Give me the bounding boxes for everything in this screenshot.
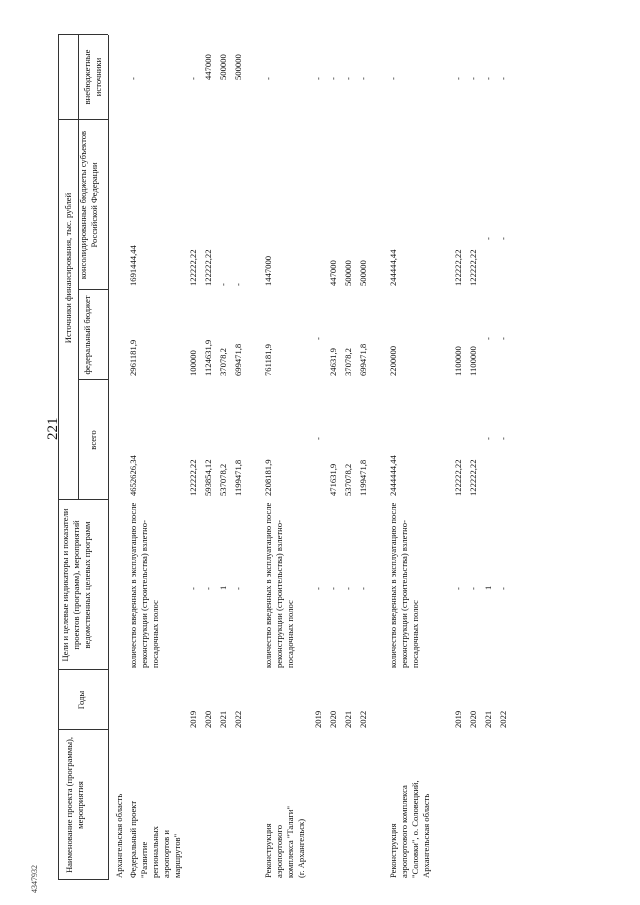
row-indicator: - [313,587,323,590]
col-divider [78,289,108,290]
row-regional: 122222,22 [453,249,463,286]
block-indicator: количество введенных в эксплуатацию после реконструкции (строительства) взлетно-посадочных полос [388,502,420,668]
row-regional: - [233,283,243,286]
row-extra: - [358,77,368,80]
row-extra: 500000 [233,54,243,80]
summary-extra: - [263,77,273,80]
header-years: Годы [76,690,86,710]
summary-extra: - [128,77,138,80]
row-extra: 447000 [203,54,213,80]
row-year: 2021 [483,710,493,728]
row-total: 537078,2 [343,463,353,496]
row-year: 2019 [313,710,323,728]
block-name: Реконструкция аэропортового комплекса "Талаги" (г. Архангельск) [263,805,306,878]
row-federal: 100000 [188,350,198,376]
row-year: 2022 [233,710,243,728]
row-total: 122222,22 [453,459,463,496]
row-extra: 500000 [218,54,228,80]
row-federal: 1100000 [453,346,463,376]
block-indicator: количество введенных в эксплуатацию после реконструкции (строительства) взлетно-посадочных полос [263,502,295,668]
table-left-border [58,879,108,880]
row-extra: - [188,77,198,80]
summary-regional: 1447000 [263,255,273,286]
summary-federal: 2200000 [388,345,398,376]
row-indicator: - [498,587,508,590]
summary-federal: 2961181,9 [128,339,138,376]
summary-regional: 1691444,44 [128,245,138,286]
table-right-border [58,34,108,35]
header-goals: Цели и целевые индикаторы и показатели проектов (программ), мероприятий ведомственных целевых программ [60,508,92,662]
row-federal: 37078,2 [218,348,228,376]
header-regional: консолидированные бюджеты субъектов Российской Федерации [78,130,99,280]
row-year: 2019 [453,710,463,728]
row-total: 1199471,8 [358,459,368,496]
row-year: 2022 [358,710,368,728]
row-total: - [313,437,323,440]
block-name: Федеральный проект "Развитие региональных аэропортов и маршрутов" [128,800,182,878]
table-top-border [58,35,59,880]
row-indicator: - [203,587,213,590]
row-year: 2019 [188,710,198,728]
col-divider [58,499,108,500]
summary-regional: 244444,44 [388,249,398,286]
row-federal: - [313,337,323,340]
col-divider [78,379,108,380]
summary-total: 2444444,44 [388,455,398,496]
row-total: - [483,437,493,440]
row-year: 2021 [343,710,353,728]
row-indicator: - [358,587,368,590]
row-total: 593854,12 [203,459,213,496]
row-indicator: - [343,587,353,590]
row-extra: - [328,77,338,80]
header-name: Наименование проекта (программы), мероприятия [64,736,85,874]
region-label: Архангельская область [114,793,124,878]
row-total: 471631,9 [328,463,338,496]
row-regional: 122222,22 [188,249,198,286]
col-divider [58,669,108,670]
row-federal: 699471,8 [358,343,368,376]
row-indicator: - [468,587,478,590]
row-federal: 37078,2 [343,348,353,376]
row-indicator: - [188,587,198,590]
header-total: всего [88,430,98,450]
row-total: 537078,2 [218,463,228,496]
row-extra: - [468,77,478,80]
document-id: 4347932 [30,865,39,893]
row-indicator: - [328,587,338,590]
row-regional: 447000 [328,260,338,286]
row-regional: - [218,283,228,286]
row-total: 122222,22 [468,459,478,496]
header-sources-group: Источники финансирования, тыс. рублей [63,192,73,344]
row-extra: - [498,77,508,80]
header-bottom-border [108,35,109,880]
row-regional: 122222,22 [468,249,478,286]
row-indicator: - [453,587,463,590]
header-federal: федеральный бюджет [82,295,92,375]
row-federal: 24631,9 [328,348,338,376]
row-indicator: - [233,587,243,590]
header-extra: внебюджетные источники [82,49,103,105]
summary-federal: 761181,9 [263,344,273,376]
row-regional: - [498,237,508,240]
row-indicator: 1 [218,585,228,590]
row-regional: 500000 [343,260,353,286]
row-year: 2020 [203,710,213,728]
row-regional: - [483,237,493,240]
financing-table [58,35,628,880]
row-federal: - [483,337,493,340]
row-total: 122222,22 [188,459,198,496]
row-extra: - [483,77,493,80]
row-extra: - [453,77,463,80]
row-year: 2022 [498,710,508,728]
col-divider [58,729,108,730]
row-regional: 122222,22 [203,249,213,286]
row-federal: 1124631,9 [203,339,213,376]
page-number: 221 [45,417,61,440]
block-indicator: количество введенных в эксплуатацию после реконструкции (строительства) взлетно-посадочных полос [128,502,160,668]
summary-extra: - [388,77,398,80]
row-federal: 699471,8 [233,343,243,376]
summary-total: 4652626,34 [128,455,138,496]
row-indicator: 1 [483,585,493,590]
block-name: Реконструкция аэропортового комплекса "Соловки", о. Соловецкий, Архангельская область [388,780,431,878]
summary-total: 2208181,9 [263,459,273,496]
row-regional: 500000 [358,260,368,286]
row-federal: - [498,337,508,340]
row-year: 2020 [468,710,478,728]
row-federal: 1100000 [468,346,478,376]
row-total: - [498,437,508,440]
row-year: 2020 [328,710,338,728]
row-year: 2021 [218,710,228,728]
row-total: 1199471,8 [233,459,243,496]
row-extra: - [343,77,353,80]
row-extra: - [313,77,323,80]
